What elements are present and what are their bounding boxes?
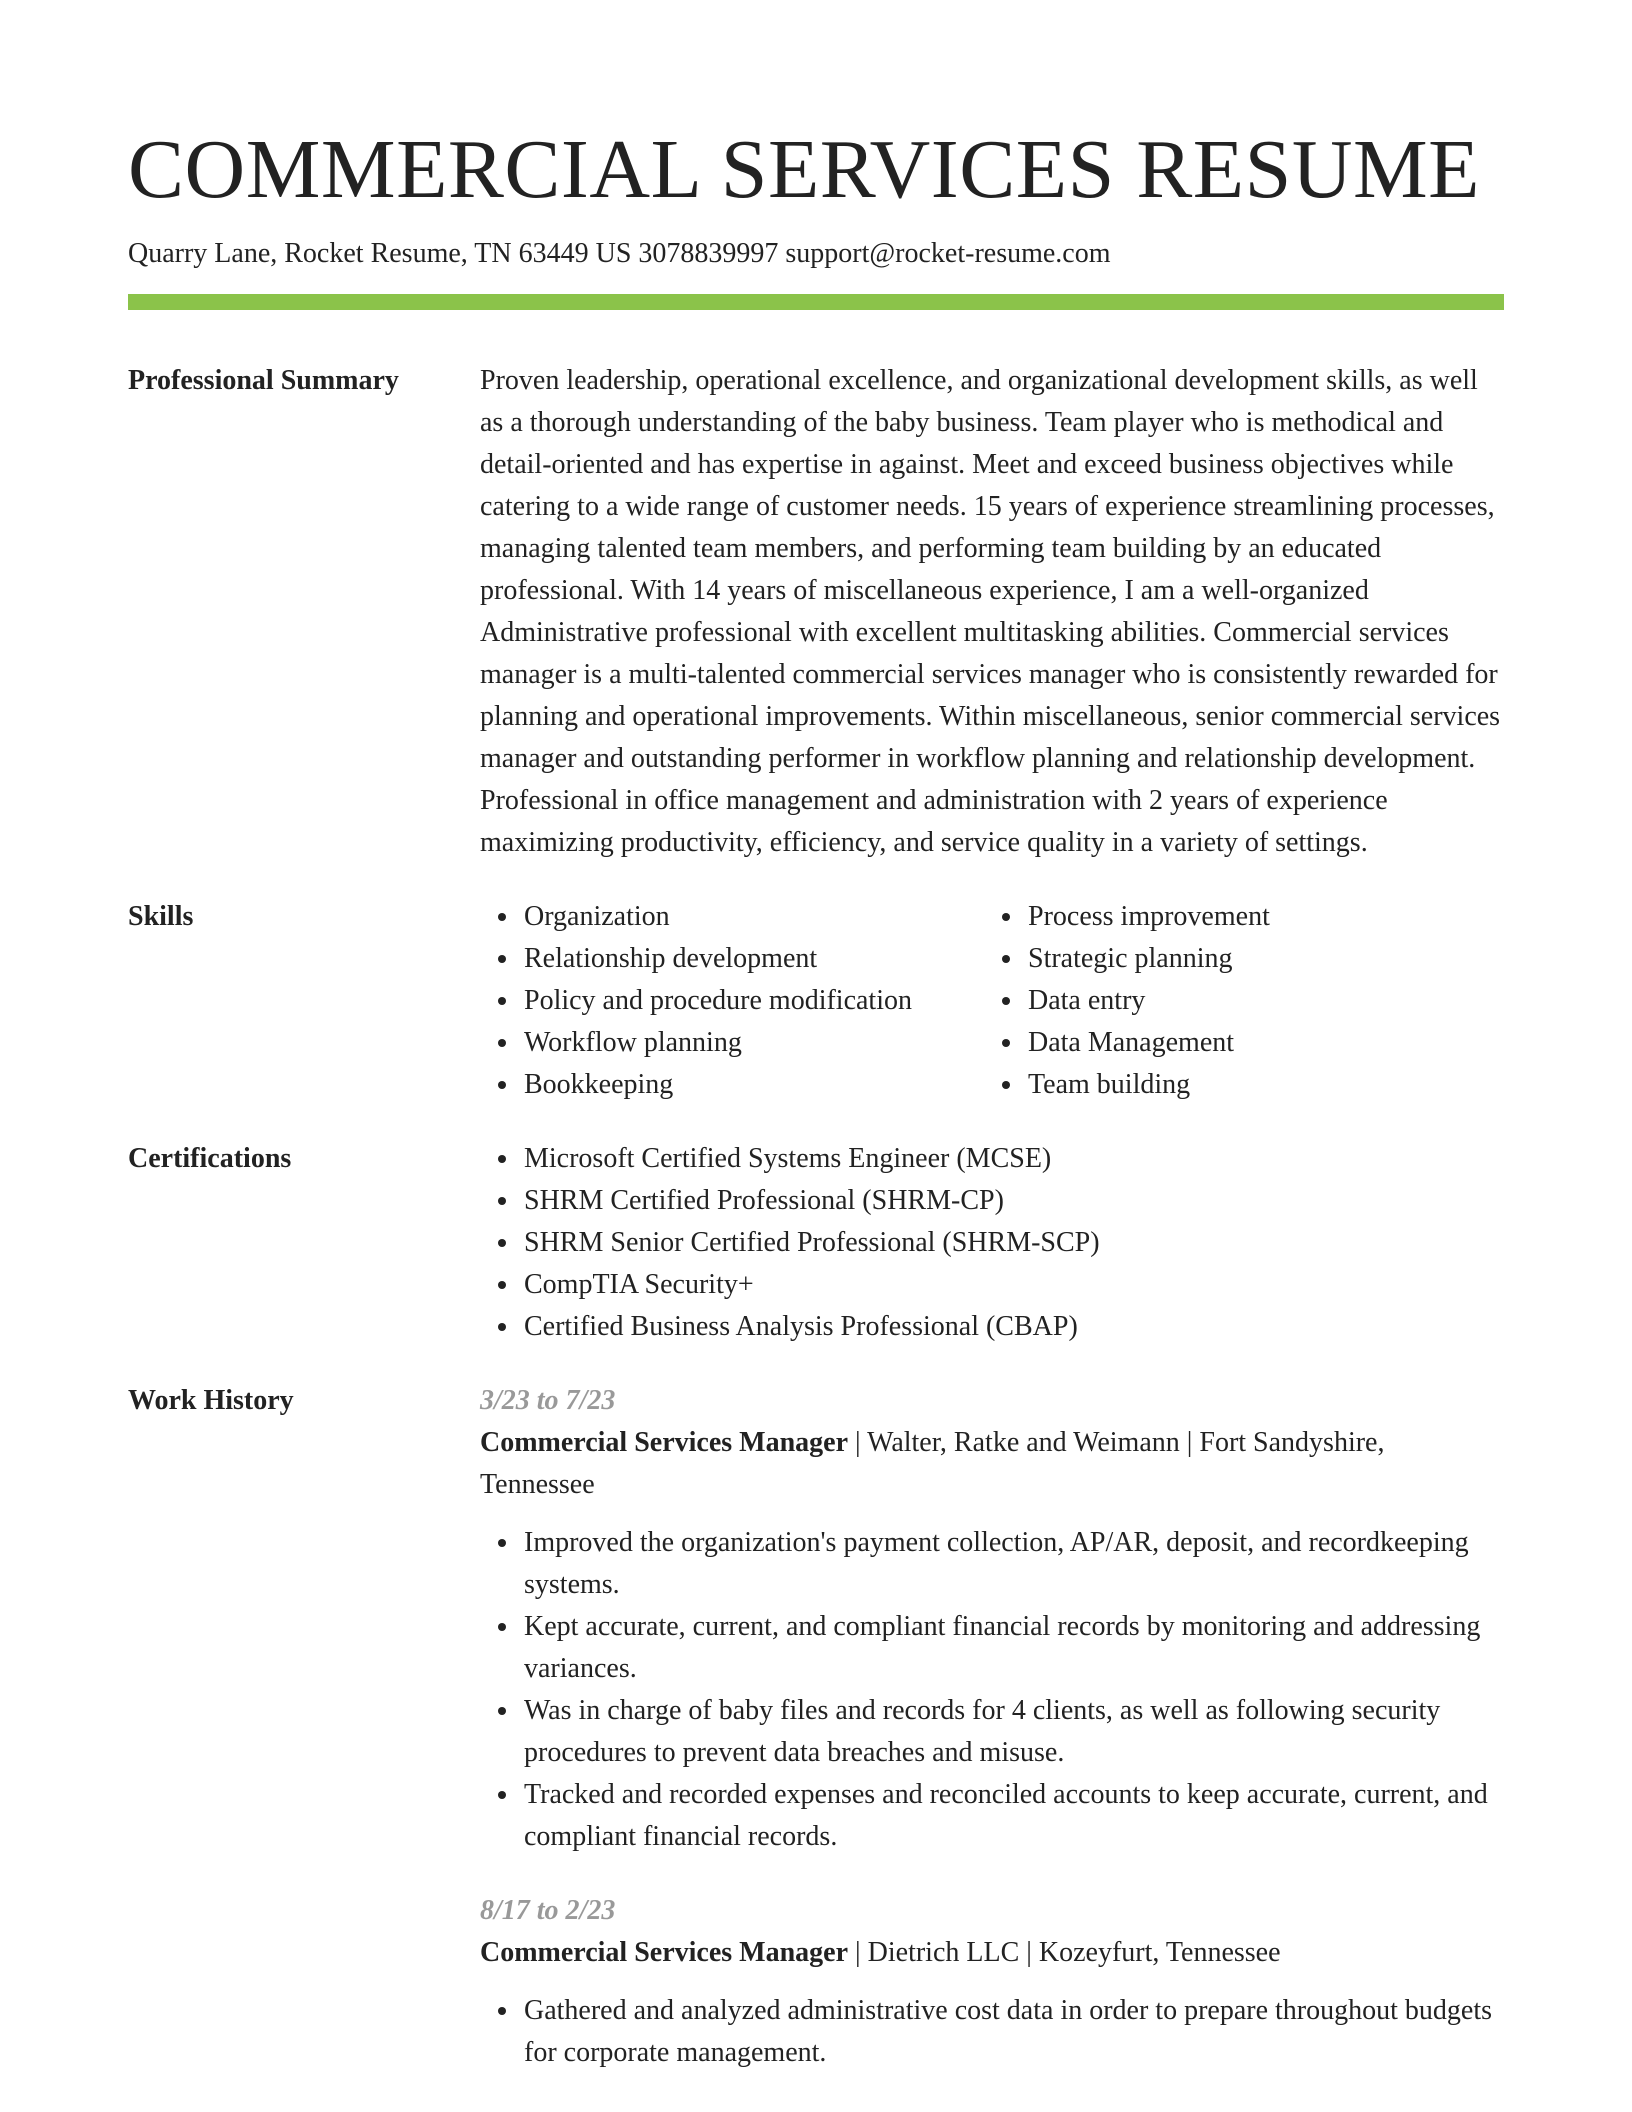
- skills-list-right: [984, 896, 1488, 1106]
- job-bullets: [480, 1522, 1504, 1858]
- job-entry: [480, 1890, 1504, 2074]
- skill-item: Policy and procedure modification: [524, 980, 984, 1022]
- job-heading: [480, 1932, 1504, 1974]
- section-label-certifications: Certifications: [128, 1143, 292, 1174]
- contact-line: Quarry Lane, Rocket Resume, TN 63449 US 3078839997 support@rocket-resume.com: [128, 238, 1111, 269]
- skill-item: Relationship development: [524, 938, 984, 980]
- skill-item: Bookkeeping: [524, 1064, 984, 1106]
- job-details: | Walter, Ratke and Weimann | Fort Sandyshire, Tennessee: [480, 1427, 1385, 1500]
- professional-summary-section: [128, 360, 1504, 864]
- job-dates: 8/17 to 2/23: [480, 1895, 616, 1926]
- certification-item: SHRM Certified Professional (SHRM-CP): [524, 1180, 1504, 1222]
- job-bullet: Kept accurate, current, and compliant financial records by monitoring and addressing variances.: [524, 1606, 1504, 1690]
- certifications-section: [128, 1138, 1504, 1348]
- section-label-skills: Skills: [128, 901, 194, 932]
- job-bullet: Was in charge of baby files and records for 4 clients, as well as following security procedures to prevent data breaches and misuse.: [524, 1690, 1504, 1774]
- certification-item: Certified Business Analysis Professional (CBAP): [524, 1306, 1504, 1348]
- certification-item: SHRM Senior Certified Professional (SHRM-SCP): [524, 1222, 1504, 1264]
- work-history-section: [128, 1380, 1504, 2074]
- job-title: Commercial Services Manager: [480, 1427, 849, 1458]
- skill-item: Data Management: [1028, 1022, 1488, 1064]
- resume-title: COMMERCIAL SERVICES RESUME: [128, 123, 1480, 216]
- job-heading: [480, 1422, 1504, 1506]
- job-title: Commercial Services Manager: [480, 1937, 849, 1968]
- section-label-work-history: Work History: [128, 1385, 294, 1416]
- header-divider: [128, 294, 1504, 310]
- skill-item: Workflow planning: [524, 1022, 984, 1064]
- certification-item: CompTIA Security+: [524, 1264, 1504, 1306]
- certification-item: Microsoft Certified Systems Engineer (MCSE): [524, 1138, 1504, 1180]
- skill-item: Process improvement: [1028, 896, 1488, 938]
- job-bullet: Gathered and analyzed administrative cost data in order to prepare throughout budgets for corporate management.: [524, 1990, 1504, 2074]
- skill-item: Strategic planning: [1028, 938, 1488, 980]
- job-entry: [480, 1380, 1504, 1858]
- summary-text: Proven leadership, operational excellence, and organizational development skills, as well as a thorough understanding of the baby business. Team player who is methodical and detail-oriented and has expertise in against. Meet and exceed business objectives while catering to a wide range of customer needs. 15 years of experience streamlining processes, managing talented team members, and performing team building by an educated professional. With 14 years of miscellaneous experience, I am a well-organized Administrative professional with excellent multitasking abilities. Commercial services manager is a multi-talented commercial services manager who is consistently rewarded for planning and operational improvements. Within miscellaneous, senior commercial services manager and outstanding performer in workflow planning and relationship development. Professional in office management and administration with 2 years of experience maximizing productivity, efficiency, and service quality in a variety of settings.: [480, 365, 1501, 858]
- resume-page: [128, 0, 1504, 2074]
- job-dates: 3/23 to 7/23: [480, 1385, 616, 1416]
- skill-item: Data entry: [1028, 980, 1488, 1022]
- skills-list-left: [480, 896, 984, 1106]
- skill-item: Team building: [1028, 1064, 1488, 1106]
- job-bullet: Tracked and recorded expenses and reconciled accounts to keep accurate, current, and compliant financial records.: [524, 1774, 1504, 1858]
- certifications-list: [480, 1138, 1504, 1348]
- skills-section: [128, 896, 1504, 1106]
- job-bullet: Improved the organization's payment collection, AP/AR, deposit, and recordkeeping systems.: [524, 1522, 1504, 1606]
- skill-item: Organization: [524, 896, 984, 938]
- job-bullets: [480, 1990, 1504, 2074]
- job-details: | Dietrich LLC | Kozeyfurt, Tennessee: [848, 1937, 1281, 1968]
- section-label-summary: Professional Summary: [128, 365, 399, 396]
